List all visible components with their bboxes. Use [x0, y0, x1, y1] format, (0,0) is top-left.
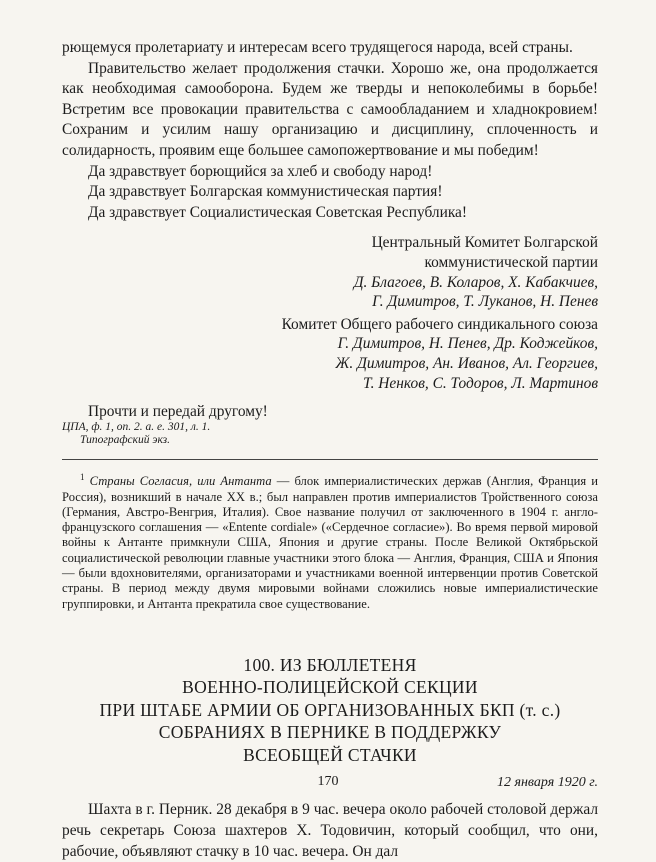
signature-org-1-line-2: коммунистической партии [424, 253, 598, 271]
document-date: 12 января 1920 г. [496, 775, 598, 791]
signature-names-1-line-1: Д. Благоев, В. Коларов, Х. Кабакчиев, [353, 273, 598, 291]
document-body: Шахта в г. Перник. 28 декабря в 9 час. вечера около рабочей столовой держал речь секретарь Союза шахтеров Х. Тодовичин, который сообщил, что они, рабочие, объявляют стачку в 10 час. вечера. Он дал [62, 801, 598, 860]
signature-org-2: Комитет Общего рабочего синдикального союза [281, 315, 598, 333]
archive-reference [62, 421, 598, 447]
footnote-term: Страны Согласия, или Антанта [89, 474, 272, 489]
heading-line-1: 100. ИЗ БЮЛЛЕТЕНЯ [243, 654, 417, 675]
footnote-divider [62, 459, 598, 460]
footnote [62, 470, 598, 612]
heading-line-4: СОБРАНИЯХ В ПЕРНИКЕ В ПОДДЕРЖКУ [158, 722, 502, 743]
footnote-text: — блок империалистических держав (Англия, Франция и Россия), возникший в начале XX в.; был направлен против империалистов Тройственного союза (Германия, Австро-Венгрия, Италия). Свое название получил от заключенного в 1904 г. англо-французского соглашения — «Entente cordiale» («Сердечное согласие»). Во время первой мировой войны к Антанте примкнули США, Япония и другие страны. После Великой Октябрьской социалистической революции главные участники этого блока — Англия, Франция, США и Япония — были вдохновителями, организаторами и участниками военной интервенции против Советской страны. В период между двумя мировыми войнами сложились новые империалистические группировки, и Антанта прекратила свое существование. [62, 474, 598, 611]
archive-copy-type: Типографский экз. [80, 434, 171, 447]
archive-citation: ЦПА, ф. 1, оп. 2. а. е. 301, л. 1. [62, 421, 211, 434]
signature-org-1-line-1: Центральный Комитет Болгарской [371, 234, 598, 252]
signature-names-2-line-1: Г. Димитров, Н. Пенев, Др. Коджейков, [337, 335, 598, 353]
slogan-1: Да здравствует борющийся за хлеб и свободу народ! [88, 162, 433, 180]
signature-block [62, 233, 598, 393]
paragraph-main: Правительство желает продолжения стачки. Хорошо же, она продолжается как необходимая самооборона. Будем же тверды и непоколебимы в борьбе! Встретим все провокации правительства с самообладанием и хладнокровием! Сохраним и усилим нашу организацию и дисциплину, сплоченность и солидарность, проявим еще большее самопожертвование и мы победим! [62, 59, 598, 159]
slogan-2: Да здравствует Болгарская коммунистическая партия! [88, 183, 443, 201]
signature-names-2-line-2: Ж. Димитров, Ан. Иванов, Ал. Георгиев, [335, 354, 598, 372]
document-heading [62, 654, 598, 767]
slogan-3: Да здравствует Социалистическая Советская Республика! [88, 203, 468, 221]
closing-line: Прочти и передай другому! [88, 403, 268, 421]
heading-line-5: ВСЕОБЩЕЙ СТАЧКИ [243, 744, 417, 765]
page-number: 170 [317, 774, 339, 789]
signature-names-2-line-3: Т. Ненков, С. Тодоров, Л. Мартинов [363, 374, 598, 392]
signature-names-1-line-2: Г. Димитров, Т. Луканов, Н. Пенев [372, 293, 598, 311]
paragraph-continued: рющемуся пролетариату и интересам всего трудящегося народа, всей страны. [62, 39, 573, 56]
heading-line-3: ПРИ ШТАБЕ АРМИИ ОБ ОРГАНИЗОВАННЫХ БКП (т. с.) [99, 699, 561, 720]
footnote-mark: 1 [80, 472, 85, 483]
heading-line-2: ВОЕННО-ПОЛИЦЕЙСКОЙ СЕКЦИИ [182, 677, 478, 698]
